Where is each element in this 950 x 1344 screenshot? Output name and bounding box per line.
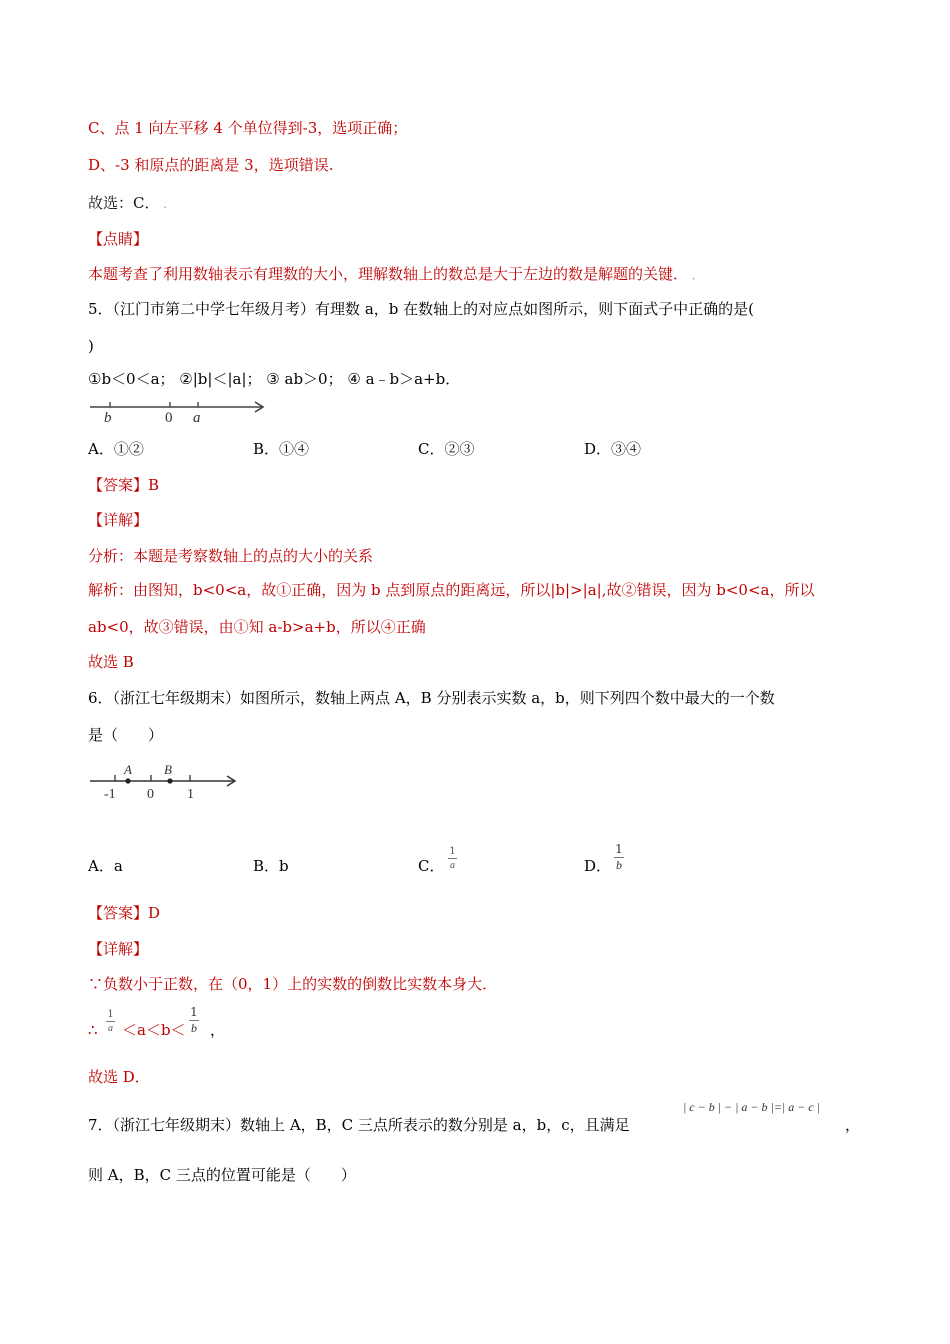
q5-label-0: 0 [165,410,173,424]
q5-stem-close: ) [88,337,94,355]
q6-label-b: B [164,762,172,777]
q5-choose: 故选 B [88,653,134,671]
q6-option-d-fraction: 1 b [615,842,623,872]
q7-stem-end: ， [845,1116,861,1134]
q5-label-a: a [193,410,201,424]
q5-option-b: B．①④ [253,440,310,458]
q5-solution-line1: 解析：由图知，b<0<a，故①正确，因为 b 点到原点的距离远，所以|b|>|a|,故②错误，因为 b<0<a，所以 [88,581,815,599]
q6-tick-label-1: 1 [187,787,194,802]
q6-detail-tag: 【详解】 [88,940,149,958]
q6-answer: 【答案】D [88,904,161,922]
q6-therefore-frac-a: 1 a [107,1009,114,1034]
q7-condition: | c − b | − | a − b |=| a − c | [683,1100,820,1114]
q6-point-b [167,778,172,783]
q6-option-d: D． [584,857,612,875]
q5-stem: 5．（江门市第二中学七年级月考）有理数 a，b 在数轴上的对应点如图所示，则下面式子中正确的是( [88,300,754,318]
q5-answer: 【答案】B [88,476,160,494]
q6-option-a: A．a [88,857,123,875]
q6-therefore-prefix: ∴ [88,1021,98,1039]
q6-choose: 故选 D． [88,1068,150,1086]
solution-option-c: C、点 1 向左平移 4 个单位得到-3，选项正确； [88,119,408,137]
q6-option-c-fraction: 1 a [449,846,456,871]
q5-detail-tag: 【详解】 [88,511,149,529]
q6-stem-close: 是（ ） [88,726,164,744]
q5-option-a: A．①② [88,440,144,458]
q6-tick-label-neg1: -1 [104,787,116,802]
q6-therefore-mid: ＜a＜b＜ [122,1021,186,1039]
solution-option-d: D、-3 和原点的距离是 3，选项错误. [88,156,334,174]
q6-option-b: B．b [253,857,289,875]
q6-number-line-figure [88,760,248,804]
q5-statements: ①b＜0＜a； ②|b|＜|a|； ③ ab＞0； ④ a﹣b＞a+b． [88,370,461,388]
q6-stem: 6．（浙江七年级期末）如图所示，数轴上两点 A，B 分别表示实数 a，b，则下列四个数中最大的一个数 [88,689,775,707]
q6-tick-label-0: 0 [147,787,154,802]
q5-solution-line2: ab<0，故③错误，由①知 a-b>a+b，所以④正确 [88,618,426,636]
q6-label-a: A [124,762,132,777]
q5-label-b: b [104,410,112,424]
q6-point-a [125,778,130,783]
q6-option-c: C． [418,857,445,875]
q5-analysis: 分析：本题是考察数轴上的点的大小的关系 [88,547,374,565]
q7-stem-line2: 则 A，B，C 三点的位置可能是（ ） [88,1166,356,1184]
choose-answer: 故选：C． . [88,194,168,212]
q5-option-c: C．②③ [418,440,475,458]
q5-option-d: D．③④ [584,440,642,458]
q6-therefore-end: ， [210,1021,226,1039]
point-tag: 【点睛】 [88,230,149,248]
q6-reason: ∵负数小于正数，在（0，1）上的实数的倒数比实数本身大． [88,975,498,993]
q5-number-line-figure [88,396,270,424]
q6-therefore-frac-b: 1 b [190,1005,198,1035]
point-text: 本题考查了利用数轴表示有理数的大小，理解数轴上的数总是大于左边的数是解题的关键． ． [88,265,704,283]
q7-stem: 7．（浙江七年级期末）数轴上 A，B，C 三点所表示的数分别是 a，b，c，且满足 [88,1116,630,1134]
